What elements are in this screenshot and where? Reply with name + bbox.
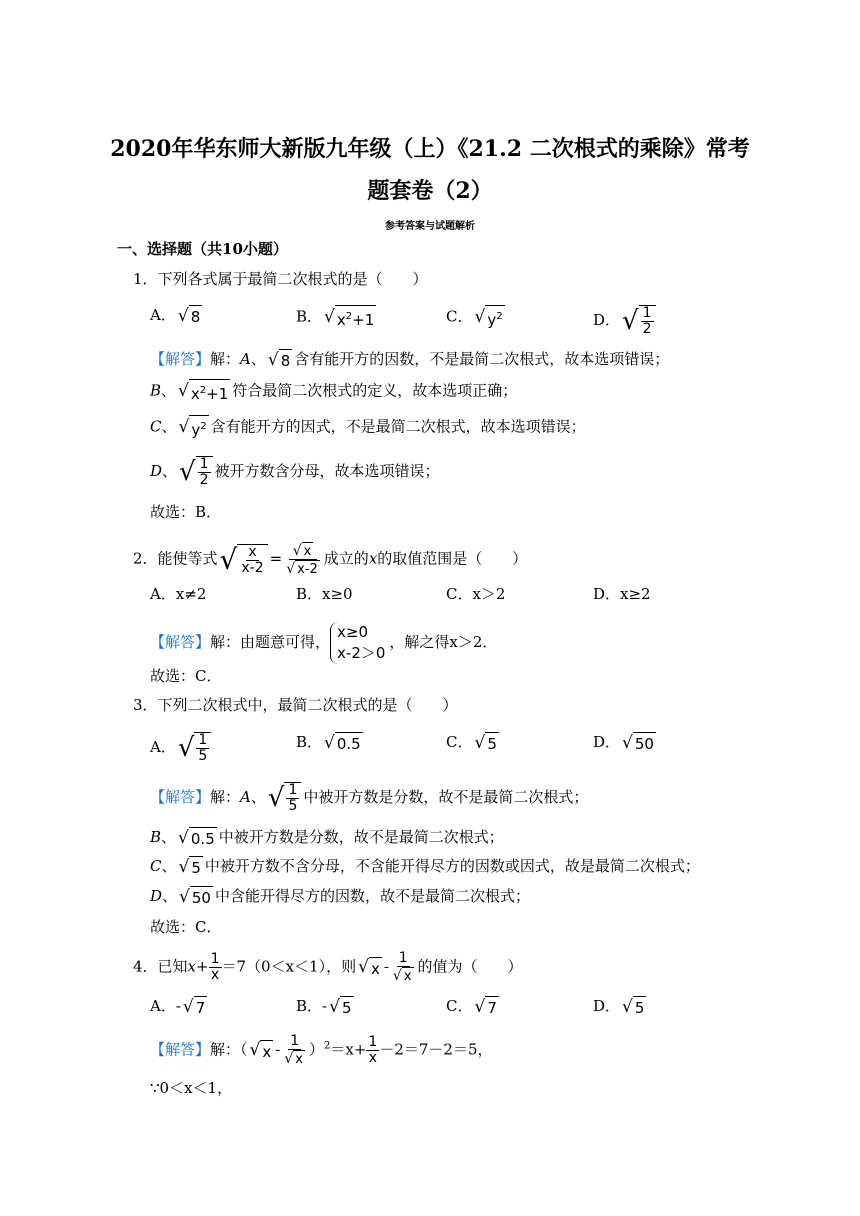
answer-tag: 【解答】 bbox=[150, 633, 211, 651]
q2-stem: 2．能使等式 √ $\frac{x}{x-2}$ = √ x √ x-2 成立的x的取值范围是（ ） bbox=[133, 542, 528, 577]
answer-tag: 【解答】 bbox=[150, 1040, 211, 1059]
q1-option-a: A． √ 8 bbox=[150, 305, 201, 326]
q1-option-d: D． √ $\frac{1}{2}$ bbox=[593, 305, 658, 337]
q4-solution: 【解答】解：（ √ x - 1 √ x ）$^2$＝x+ $\frac{1}{x}$ －2＝7－2＝5， bbox=[150, 1033, 493, 1067]
q4-option-b: B．- √ 5 bbox=[296, 996, 352, 1017]
q1-stem: 1．下列各式属于最简二次根式的是（ ） bbox=[133, 270, 428, 288]
q4-option-d: D． √ 5 bbox=[593, 996, 645, 1017]
sqrt-half: √ $\frac{1}{2}$ bbox=[622, 305, 656, 337]
sqrt-8: √ 8 bbox=[177, 305, 201, 326]
q4-since: ∵0＜x＜1， bbox=[150, 1079, 233, 1097]
q1-solution-line1: 【解答】解：A、 √ 8 含有能开方的因数，不是最简二次根式，故本选项错误； bbox=[150, 349, 670, 370]
q1-option-c: C． √ $y^2$ bbox=[446, 307, 503, 329]
q1-solution-line4: D、 √ $\frac{1}{2}$ 被开方数含分母，故本选项错误； bbox=[150, 456, 440, 488]
q3-option-c: C． √ 5 bbox=[446, 732, 497, 753]
answer-tag: 【解答】 bbox=[150, 350, 211, 368]
page-title-line1: 2020年华东师大新版九年级（上）《21.2 二次根式的乘除》常考 bbox=[110, 136, 750, 162]
q1-solution-line2: B、 √ $x^2+1$ 符合最简二次根式的定义，故本选项正确； bbox=[150, 381, 518, 403]
q3-solution-line2: B、 √ 0.5 中被开方数是分数，故不是最简二次根式； bbox=[150, 827, 504, 848]
q2-option-d: D．x≥2 bbox=[593, 585, 651, 603]
q1-choice: 故选：B． bbox=[150, 503, 222, 521]
q2-option-a: A．x≠2 bbox=[150, 585, 207, 603]
q3-solution-line1: 【解答】解：A、 √ $\frac{1}{5}$ 中被开方数是分数，故不是最简二次根式； bbox=[150, 782, 589, 814]
sqrt-y2: √ $y^2$ bbox=[474, 307, 503, 329]
q3-solution-line4: D、 √ 50 中含能开得尽方的因数，故不是最简二次根式； bbox=[150, 886, 530, 907]
q4-option-a: A．- √ 7 bbox=[150, 996, 206, 1017]
q1-solution-line3: C、 √ $y^2$ 含有能开方的因式，不是最简二次根式，故本选项错误； bbox=[150, 417, 586, 439]
page-title-line2: 题套卷（2） bbox=[367, 178, 493, 204]
q2-choice: 故选：C． bbox=[150, 667, 222, 685]
q3-option-d: D． √ 50 bbox=[593, 732, 654, 753]
q3-option-a: A． √ $\frac{1}{5}$ bbox=[150, 732, 213, 764]
q3-choice: 故选：C． bbox=[150, 918, 222, 936]
answer-tag: 【解答】 bbox=[150, 788, 211, 806]
page-subtitle: 参考答案与试题解析 bbox=[385, 221, 475, 232]
q4-option-c: C． √ 7 bbox=[446, 996, 497, 1017]
q2-option-b: B．x≥0 bbox=[296, 585, 353, 603]
q3-stem: 3．下列二次根式中，最简二次根式的是（ ） bbox=[133, 696, 458, 714]
sqrt-x2-plus-1: √ $x^2+1$ bbox=[324, 307, 375, 329]
section-heading: 一、选择题（共10小题） bbox=[117, 240, 288, 258]
q4-stem: 4．已知x+ $\frac{1}{x}$ ＝7（0＜x＜1），则 √ x - 1 √ x 的值为（ ） bbox=[133, 950, 523, 984]
inequality-system: x≥0 x-2＞0 bbox=[330, 622, 385, 664]
q2-option-c: C．x＞2 bbox=[446, 585, 506, 603]
q3-solution-line3: C、 √ 5 中被开方数不含分母，不含能开得尽方的因数或因式，故是最简二次根式； bbox=[150, 856, 700, 877]
q1-option-b: B． √ $x^2+1$ bbox=[296, 307, 375, 329]
q2-solution: 【解答】解：由题意可得， x≥0 x-2＞0 ，解之得x＞2． bbox=[150, 623, 498, 662]
q3-option-b: B． √ 0.5 bbox=[296, 732, 361, 753]
